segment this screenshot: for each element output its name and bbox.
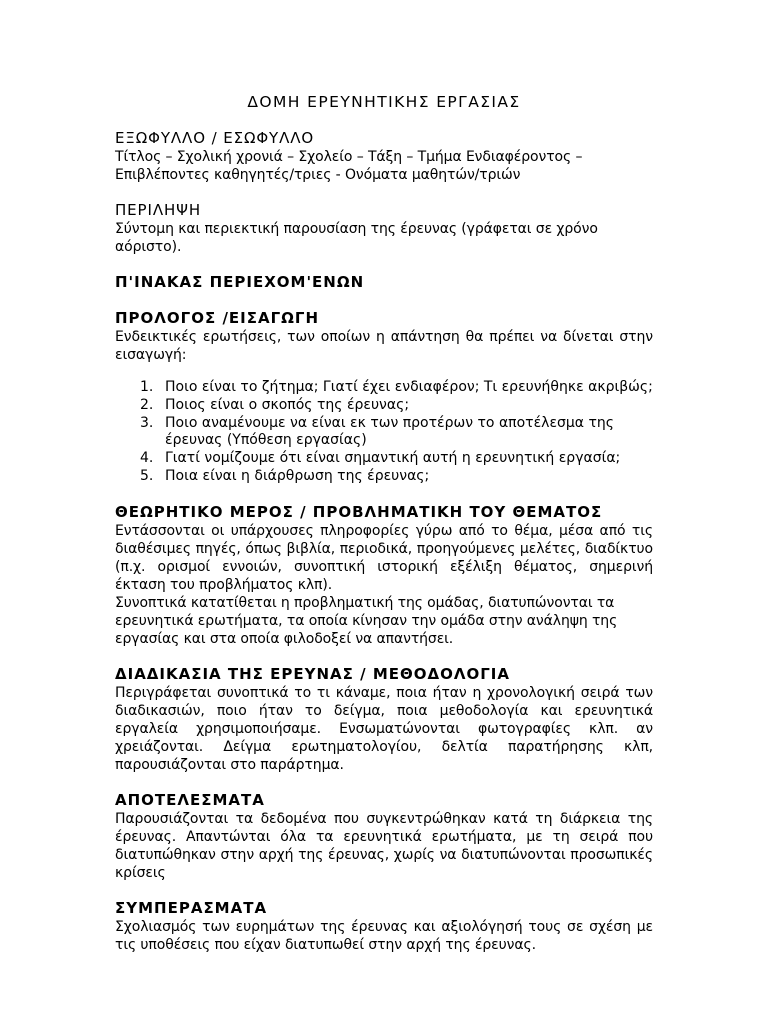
conclusions-heading: ΣΥΜΠΕΡΑΣΜΑΤΑ	[115, 899, 268, 917]
theory-text-2: Συνοπτικά κατατίθεται η προβληματική της ομάδας, διατυπώνονται τα ερευνητικά ερωτήματα, τα οποία κίνησαν την ομάδα στην ανάληψη της εργασίας και στα οποία φιλοδοξεί να απαντήσει.	[115, 595, 618, 647]
intro-text: Ενδεικτικές ερωτήσεις, των οποίων η απάντηση θα πρέπει να δίνεται στην εισαγωγή:	[115, 329, 653, 363]
conclusions-text: Σχολιασμός των ευρημάτων της έρευνας και αξιολόγησή τους σε σχέση με τις υποθέσεις που είχαν διατυπωθεί στην αρχή της έρευνας.	[115, 919, 653, 953]
document-page	[115, 92, 653, 954]
list-item: 2. Ποιος είναι ο σκοπός της έρευνας;	[140, 397, 410, 413]
summary-text: Σύντομη και περιεκτική παρουσίαση της έρευνας (γράφεται σε χρόνο αόριστο).	[115, 221, 598, 255]
method-heading: ΔΙΑΔΙΚΑΣΙΑ ΤΗΣ ΕΡΕΥΝΑΣ / ΜΕΘΟΔΟΛΟΓΙΑ	[115, 665, 510, 683]
list-item: 3. Ποιο αναμένουμε να είναι εκ των προτέρων το αποτέλεσμα της έρευνας (Υπόθεση εργασίας)	[140, 415, 614, 448]
cover-text: Τίτλος – Σχολική χρονιά – Σχολείο – Τάξη – Τμήμα Ενδιαφέροντος – Επιβλέποντες καθηγητές/τριες - Ονόματα μαθητών/τριών	[115, 149, 583, 183]
results-heading: ΑΠΟΤΕΛΕΣΜΑΤΑ	[115, 791, 265, 809]
list-item: 1. Ποιο είναι το ζήτημα; Γιατί έχει ενδιαφέρον; Τι ερευνήθηκε ακριβώς;	[140, 379, 653, 395]
results-text: Παρουσιάζονται τα δεδομένα που συγκεντρώθηκαν κατά τη διάρκεια της έρευνας. Απαντώνται όλα τα ερευνητικά ερωτήματα, με τη σειρά που διατυπώθηκαν στην αρχή της έρευνας, χωρίς να διατυπώνονται προσωπικές κρίσεις	[115, 811, 653, 881]
intro-questions-list	[115, 379, 653, 485]
theory-heading: ΘΕΩΡΗΤΙΚΟ ΜΕΡΟΣ / ΠΡΟΒΛΗΜΑΤΙΚΗ ΤΟΥ ΘΕΜΑΤΟΣ	[115, 503, 603, 521]
summary-heading: ΠΕΡΙΛΗΨΗ	[115, 201, 202, 219]
cover-heading: ΕΞΩΦΥΛΛΟ / ΕΣΩΦΥΛΛΟ	[115, 129, 315, 147]
toc-heading: Π'ΙΝΑΚΑΣ ΠΕΡΙΕΧΟΜ'ΕΝΩΝ	[115, 273, 365, 291]
method-text: Περιγράφεται συνοπτικά το τι κάναμε, ποια ήταν η χρονολογική σειρά των διαδικασιών, ποιο ήταν το δείγμα, ποια μεθοδολογία και ερευνητικά εργαλεία χρησιμοποιήσαμε. Ενσωματώνονται φωτογραφίες κλπ. αν χρειάζονται. Δείγμα ερωτηματολογίου, δελτία παρατήρησης κλπ, παρουσιάζονται στο παράρτημα.	[115, 685, 653, 773]
intro-heading: ΠΡΟΛΟΓΟΣ /ΕΙΣΑΓΩΓΗ	[115, 309, 320, 327]
theory-text-1: Εντάσσονται οι υπάρχουσες πληροφορίες γύρω από το θέμα, μέσα από τις διαθέσιμες πηγές, όπως βιβλία, περιοδικά, προηγούμενες μελέτες, διαδίκτυο (π.χ. ορισμοί εννοιών, συνοπτική ιστορική εξέλιξη θέματος, σημερινή έκταση του προβλήματος κλπ).	[115, 523, 653, 593]
list-item: 4. Γιατί νομίζουμε ότι είναι σημαντική αυτή η ερευνητική εργασία;	[140, 450, 621, 466]
document-title: ΔΟΜΗ ΕΡΕΥΝΗΤΙΚΗΣ ΕΡΓΑΣΙΑΣ	[247, 93, 521, 111]
list-item: 5. Ποια είναι η διάρθρωση της έρευνας;	[140, 468, 430, 484]
